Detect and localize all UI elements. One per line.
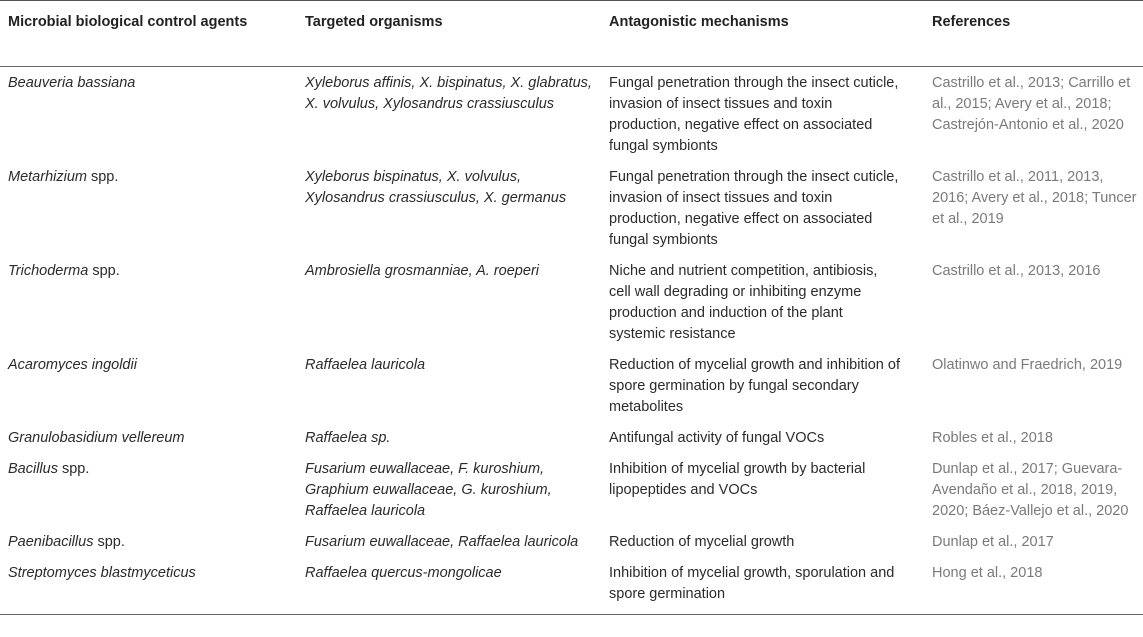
mechanisms-cell: Antifungal activity of fungal VOCs xyxy=(609,430,825,446)
header-agents: Microbial biological control agents xyxy=(0,1,305,67)
references-cell: Castrillo et al., 2013; Carrillo et al., 2015; Avery et al., 2018; Castrejón-Antonio et al., 2020 xyxy=(932,75,1131,133)
organisms-cell: Fusarium euwallaceae, Raffaelea lauricola xyxy=(305,534,579,550)
agent-name: Bacillus xyxy=(8,461,58,477)
references-cell: Castrillo et al., 2011, 2013, 2016; Avery et al., 2018; Tuncer et al., 2019 xyxy=(932,169,1137,227)
mechanisms-cell: Fungal penetration through the insect cuticle, invasion of insect tissues and toxin production, negative effect on associated fungal symbionts xyxy=(609,75,899,154)
agent-name: Acaromyces ingoldii xyxy=(8,357,137,373)
agent-cell xyxy=(0,526,305,557)
organisms-cell: Xyleborus bispinatus, X. volvulus, Xylosandrus crassiusculus, X. germanus xyxy=(305,169,567,206)
table-header-row xyxy=(0,1,1143,67)
agent-cell xyxy=(0,161,305,255)
references-cell: Dunlap et al., 2017 xyxy=(932,534,1054,550)
references-cell: Olatinwo and Fraedrich, 2019 xyxy=(932,357,1123,373)
table-row xyxy=(0,453,1143,526)
agent-suffix: spp. xyxy=(86,169,119,185)
agent-name: Streptomyces blastmyceticus xyxy=(8,565,196,581)
agent-cell xyxy=(0,349,305,422)
agent-name: Metarhizium xyxy=(8,169,87,185)
agent-name: Beauveria bassiana xyxy=(8,75,136,91)
mechanisms-cell: Inhibition of mycelial growth by bacterial lipopeptides and VOCs xyxy=(609,461,866,498)
organisms-cell: Ambrosiella grosmanniae, A. roeperi xyxy=(305,263,539,279)
organisms-cell: Raffaelea quercus-mongolicae xyxy=(305,557,609,615)
header-references: References xyxy=(932,1,1143,67)
mechanisms-cell: Reduction of mycelial growth and inhibition of spore germination by fungal secondary metabolites xyxy=(609,357,900,415)
header-organisms: Targeted organisms xyxy=(305,1,609,67)
table-row xyxy=(0,422,1143,453)
agent-cell xyxy=(0,557,305,615)
agent-cell xyxy=(0,67,305,162)
agent-suffix: spp. xyxy=(88,263,120,279)
table-row xyxy=(0,557,1143,615)
mechanisms-cell: Fungal penetration through the insect cuticle, invasion of insect tissues and toxin production, negative effect on associated fungal symbionts xyxy=(609,169,899,248)
agent-suffix: spp. xyxy=(57,461,90,477)
organisms-cell: Fusarium euwallaceae, F. kuroshium, Graphium euwallaceae, G. kuroshium, Raffaelea lauricola xyxy=(305,461,552,519)
organisms-cell: Xyleborus affinis, X. bispinatus, X. glabratus, X. volvulus, Xylosandrus crassiusculus xyxy=(305,75,592,112)
references-cell: Dunlap et al., 2017; Guevara-Avendaño et al., 2018, 2019, 2020; Báez-Vallejo et al., 2020 xyxy=(932,461,1129,519)
table-row xyxy=(0,349,1143,422)
header-mechanisms: Antagonistic mechanisms xyxy=(609,1,932,67)
agent-name: Paenibacillus xyxy=(8,534,94,550)
mechanisms-cell: Niche and nutrient competition, antibiosis, cell wall degrading or inhibiting enzyme production and induction of the plant systemic resistance xyxy=(609,263,878,342)
agent-cell xyxy=(0,422,305,453)
references-cell: Hong et al., 2018 xyxy=(932,557,1143,615)
table-row xyxy=(0,255,1143,349)
references-cell: Robles et al., 2018 xyxy=(932,430,1053,446)
table-row xyxy=(0,67,1143,162)
table-row xyxy=(0,526,1143,557)
mechanisms-cell: Reduction of mycelial growth xyxy=(609,534,795,550)
organisms-cell: Raffaelea sp. xyxy=(305,430,391,446)
agent-cell xyxy=(0,255,305,349)
references-cell: Castrillo et al., 2013, 2016 xyxy=(932,263,1101,279)
organisms-cell: Raffaelea lauricola xyxy=(305,357,426,373)
agent-suffix: spp. xyxy=(93,534,125,550)
table-row xyxy=(0,161,1143,255)
agent-name: Trichoderma xyxy=(8,263,89,279)
agent-cell xyxy=(0,453,305,526)
agent-name: Granulobasidium vellereum xyxy=(8,430,185,446)
mechanisms-cell: Inhibition of mycelial growth, sporulation and spore germination xyxy=(609,557,932,615)
